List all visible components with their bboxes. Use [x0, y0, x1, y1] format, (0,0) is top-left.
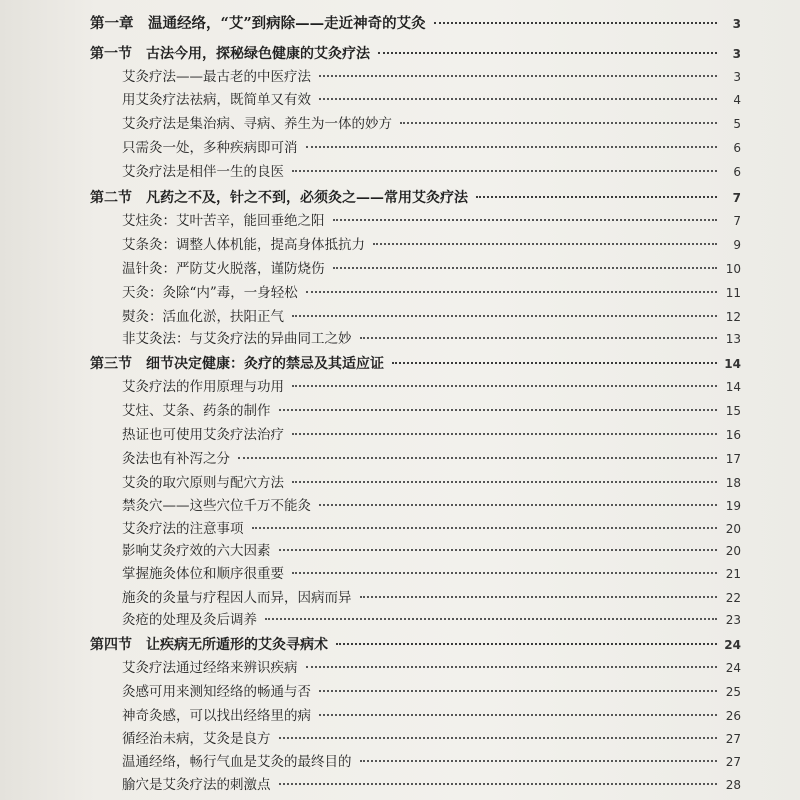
- toc-entry-title: 禁灸穴——这些穴位千万不能灸: [122, 498, 311, 514]
- toc-entry-page-number: 25: [725, 685, 741, 699]
- toc-entry-page-number: 11: [725, 286, 741, 300]
- toc-entry-page-number: 14: [725, 380, 741, 394]
- dot-leader: [292, 314, 717, 317]
- dot-leader: [392, 361, 717, 364]
- toc-entry-item: [122, 114, 741, 136]
- toc-entry-section: [90, 635, 741, 657]
- toc-entry-item: [122, 588, 741, 610]
- toc-entry-item: [122, 283, 741, 305]
- dot-leader: [306, 145, 718, 148]
- dot-leader: [336, 642, 717, 645]
- toc-entry-title: 温通经络，畅行气血是艾灸的最终目的: [122, 754, 352, 770]
- toc-entry-page-number: 4: [733, 93, 741, 107]
- toc-entry-page-number: 24: [725, 661, 741, 675]
- toc-entry-item: [122, 610, 741, 632]
- dot-leader: [373, 242, 717, 245]
- toc-entry-title: 艾灸疗法——最古老的中医疗法: [122, 69, 311, 85]
- toc-entry-title: 第四节 让疾病无所遁形的艾灸寻病术: [90, 637, 328, 653]
- toc-entry-page-number: 16: [725, 428, 741, 442]
- toc-entry-item: [122, 138, 741, 160]
- dot-leader: [306, 665, 718, 668]
- toc-entry-title: 艾灸疗法的注意事项: [122, 521, 244, 537]
- toc-entry-item: [122, 377, 741, 399]
- toc-entry-section: [90, 44, 741, 66]
- toc-entry-page-number: 7: [732, 191, 741, 205]
- toc-entry-page-number: 26: [725, 709, 741, 723]
- toc-entry-title: 温针灸：严防艾火脱落，谨防烧伤: [122, 261, 325, 277]
- toc-entry-title: 艾灸疗法通过经络来辨识疾病: [122, 660, 298, 676]
- toc-entry-item: [122, 329, 741, 351]
- toc-entry-page-number: 19: [725, 499, 741, 513]
- dot-leader: [360, 595, 718, 598]
- toc-entry-item: [122, 473, 741, 495]
- toc-entry-title: 灸感可用来测知经络的畅通与否: [122, 684, 311, 700]
- toc-entry-title: 第一章 温通经络，“艾”到病除——走近神奇的艾灸: [90, 15, 426, 32]
- dot-leader: [279, 408, 718, 411]
- dot-leader: [360, 336, 718, 339]
- dot-leader: [265, 617, 717, 620]
- toc-entry-page-number: 20: [725, 544, 741, 558]
- dot-leader: [279, 782, 718, 785]
- toc-entry-item: [122, 541, 741, 563]
- toc-entry-page-number: 13: [725, 332, 741, 346]
- toc-entry-item: [122, 162, 741, 184]
- toc-entry-section: [90, 354, 741, 376]
- toc-entry-page-number: 23: [725, 613, 741, 627]
- dot-leader: [400, 121, 717, 124]
- toc-entry-page-number: 7: [733, 214, 741, 228]
- toc-entry-item: [122, 519, 741, 541]
- dot-leader: [360, 759, 718, 762]
- toc-entry-item: [122, 729, 741, 751]
- toc-entry-page-number: 18: [725, 476, 741, 490]
- toc-entry-page-number: 24: [724, 638, 741, 652]
- toc-entry-page-number: 9: [733, 238, 741, 252]
- dot-leader: [333, 218, 718, 221]
- dot-leader: [292, 384, 717, 387]
- toc-entry-item: [122, 752, 741, 774]
- dot-leader: [333, 266, 718, 269]
- dot-leader: [476, 195, 717, 198]
- toc-entry-page-number: 28: [725, 778, 741, 792]
- toc-entry-title: 施灸的灸量与疗程因人而异，因病而异: [122, 590, 352, 606]
- toc-entry-title: 神奇灸感，可以找出经络里的病: [122, 708, 311, 724]
- toc-entry-page-number: 3: [733, 70, 741, 84]
- toc-entry-page-number: 10: [725, 262, 741, 276]
- toc-entry-title: 艾灸的取穴原则与配穴方法: [122, 475, 284, 491]
- toc-entry-title: 非艾灸法：与艾灸疗法的异曲同工之妙: [122, 331, 352, 347]
- toc-entry-page-number: 5: [733, 117, 741, 131]
- toc-entry-title: 熨灸：活血化淤，扶阳正气: [122, 309, 284, 325]
- toc-entry-item: [122, 211, 741, 233]
- dot-leader: [319, 713, 717, 716]
- toc-entry-item: [122, 564, 741, 586]
- dot-leader: [292, 169, 717, 172]
- toc-entry-item: [122, 67, 741, 89]
- dot-leader: [319, 689, 717, 692]
- toc-entry-title: 灸法也有补泻之分: [122, 451, 230, 467]
- toc-entry-title: 艾炷、艾条、药条的制作: [122, 403, 271, 419]
- toc-entry-title: 艾灸疗法是集治病、寻病、养生为一体的妙方: [122, 116, 392, 132]
- toc-entry-title: 艾灸疗法是相伴一生的良医: [122, 164, 284, 180]
- toc-entry-title: 第二节 凡药之不及，针之不到，必须灸之——常用艾灸疗法: [90, 190, 468, 206]
- toc-entry-item: [122, 449, 741, 471]
- dot-leader: [292, 571, 717, 574]
- toc-entry-page-number: 21: [725, 567, 741, 581]
- toc-entry-page-number: 22: [725, 591, 741, 605]
- toc-entry-item: [122, 90, 741, 112]
- toc-entry-item: [122, 775, 741, 797]
- toc-entry-item: [122, 259, 741, 281]
- toc-entry-page-number: 6: [733, 141, 741, 155]
- toc-entry-item: [122, 425, 741, 447]
- dot-leader: [319, 74, 717, 77]
- toc-entry-title: 热证也可使用艾灸疗法治疗: [122, 427, 284, 443]
- toc-entry-title: 腧穴是艾灸疗法的刺激点: [122, 777, 271, 793]
- toc-entry-page-number: 12: [725, 310, 741, 324]
- dot-leader: [238, 456, 717, 459]
- dot-leader: [279, 736, 718, 739]
- toc-entry-title: 天灸：灸除“内”毒，一身轻松: [122, 285, 298, 301]
- toc-entry-title: 影响艾灸疗效的六大因素: [122, 543, 271, 559]
- toc-entry-page-number: 6: [733, 165, 741, 179]
- toc-entry-title: 灸疮的处理及灸后调养: [122, 612, 257, 628]
- toc-entry-page-number: 20: [725, 522, 741, 536]
- toc-entry-title: 艾条灸：调整人体机能，提高身体抵抗力: [122, 237, 365, 253]
- toc-entry-page-number: 3: [732, 47, 741, 61]
- toc-entry-page-number: 27: [725, 755, 741, 769]
- toc-entry-page-number: 27: [725, 732, 741, 746]
- toc-entry-title: 用艾灸疗法祛病，既简单又有效: [122, 92, 311, 108]
- dot-leader: [319, 503, 717, 506]
- toc-entry-title: 掌握施灸体位和顺序很重要: [122, 566, 284, 582]
- dot-leader: [292, 480, 717, 483]
- dot-leader: [292, 432, 717, 435]
- toc-entry-title: 艾灸疗法的作用原理与功用: [122, 379, 284, 395]
- toc-entry-title: 第三节 细节决定健康：灸疗的禁忌及其适应证: [90, 356, 384, 372]
- dot-leader: [378, 51, 717, 54]
- toc-entry-item: [122, 401, 741, 423]
- toc-entry-item: [122, 235, 741, 257]
- toc-entry-item: [122, 496, 741, 518]
- dot-leader: [306, 290, 717, 293]
- toc-entry-title: 第一节 古法今用，探秘绿色健康的艾灸疗法: [90, 46, 370, 62]
- toc-entry-title: 只需灸一处，多种疾病即可消: [122, 140, 298, 156]
- toc-entry-item: [122, 658, 741, 680]
- dot-leader: [319, 97, 717, 100]
- toc-entry-page-number: 17: [725, 452, 741, 466]
- toc-entry-chapter: [90, 14, 741, 36]
- dot-leader: [434, 21, 717, 24]
- toc-entry-item: [122, 706, 741, 728]
- toc-entry-page-number: 14: [724, 357, 741, 371]
- toc-entry-title: 循经治未病，艾灸是良方: [122, 731, 271, 747]
- toc-entry-title: 艾炷灸：艾叶苦辛，能回垂绝之阳: [122, 213, 325, 229]
- toc-entry-page-number: 15: [725, 404, 741, 418]
- toc-entry-section: [90, 188, 741, 210]
- toc-entry-page-number: 3: [732, 17, 741, 31]
- dot-leader: [279, 548, 718, 551]
- toc-entry-item: [122, 307, 741, 329]
- toc-entry-item: [122, 682, 741, 704]
- dot-leader: [252, 526, 718, 529]
